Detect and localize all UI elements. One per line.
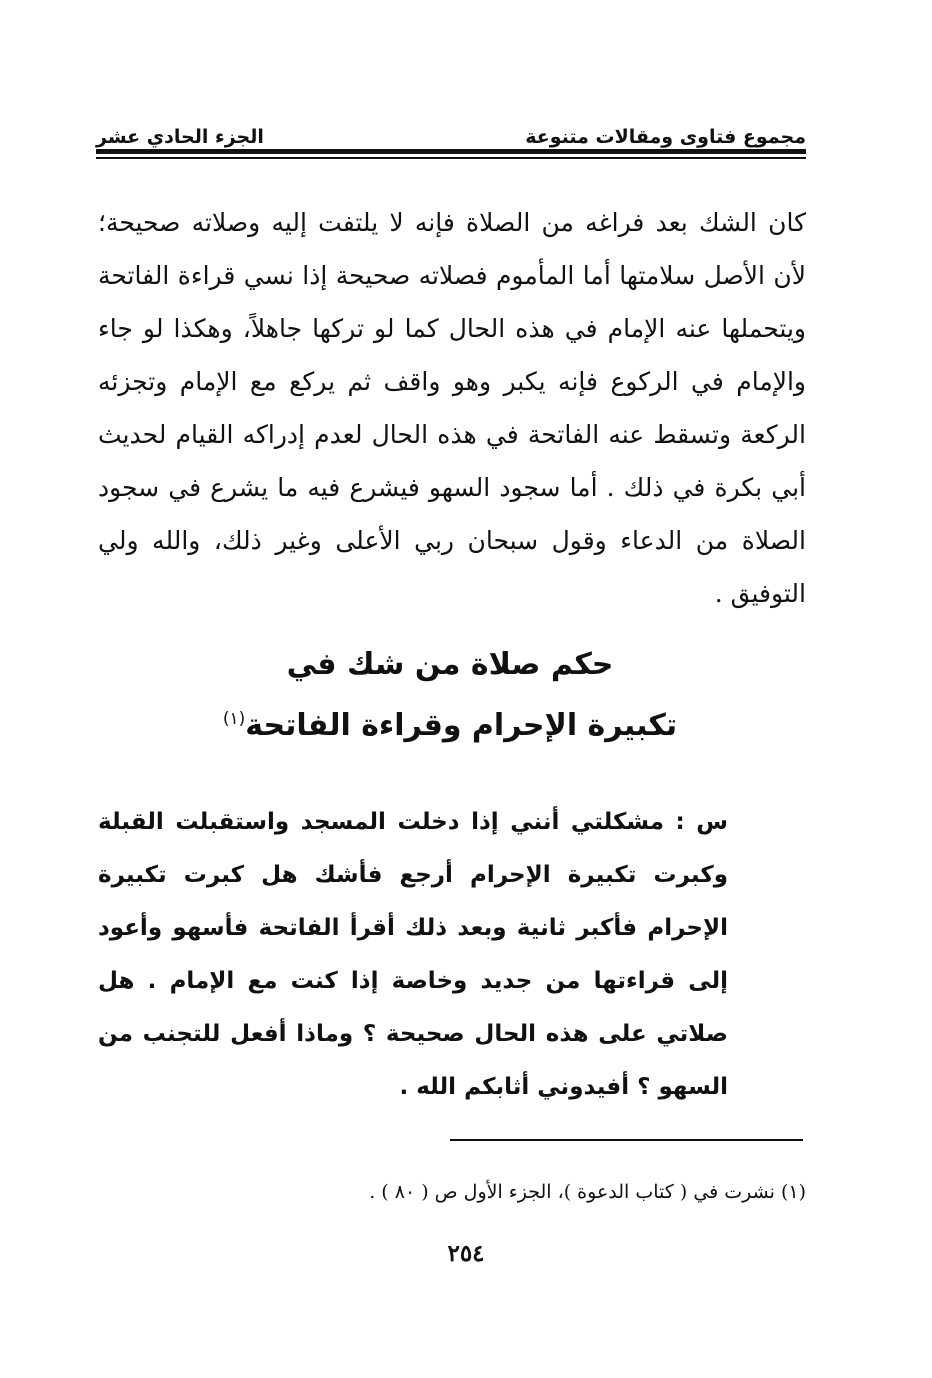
page-number: ٢٥٤: [447, 1240, 485, 1267]
footnote-marker: (١): [222, 709, 246, 729]
header-rule-thin: [96, 157, 806, 159]
volume-label: الجزء الحادي عشر: [96, 126, 264, 148]
section-heading-line-2-text: تكبيرة الإحرام وقراءة الفاتحة: [245, 708, 678, 743]
running-header: [96, 112, 806, 148]
footnote-divider: [450, 1139, 803, 1141]
body-paragraph: كان الشك بعد فراغه من الصلاة فإنه لا يلتفت إليه وصلاته صحيحة؛ لأن الأصل سلامتها أما المأموم فصلاته صحيحة إذا نسي قراءة الفاتحة ويتحملها عنه الإمام في هذه الحال كما لو تركها جاهلاً، وهكذا لو جاء والإمام في الركوع فإنه يكبر وهو واقف ثم يركع مع الإمام وتجزئه الركعة وتسقط عنه الفاتحة في هذه الحال لعدم إدراكه القيام لحديث أبي بكرة في ذلك . أما سجود السهو فيشرع فيه ما يشرع في سجود الصلاة من الدعاء وقول سبحان ربي الأعلى وغير ذلك، والله ولي التوفيق .: [98, 208, 806, 608]
section-heading-line-2: [120, 692, 780, 753]
footnote-text: نشرت في ( كتاب الدعوة )، الجزء الأول ص ( ٨٠ ) .: [369, 1181, 775, 1203]
header-rule-thick: [96, 149, 806, 154]
footnote: [230, 1176, 806, 1208]
section-heading-line-1: حكم صلاة من شك في: [286, 647, 614, 682]
footnote-number: (١): [780, 1181, 806, 1203]
question-paragraph: س : مشكلتي أنني إذا دخلت المسجد واستقبلت القبلة وكبرت تكبيرة الإحرام أرجع فأشك هل كبرت تكبيرة الإحرام فأكبر ثانية وبعد ذلك أقرأ الفاتحة فأسهو وأعود إلى قراءتها من جديد وخاصة إذا كنت مع الإمام . هل صلاتي على هذه الحال صحيحة ؟ وماذا أفعل للتجنب من السهو ؟ أفيدوني أثابكم الله .: [98, 809, 728, 1100]
book-title: مجموع فتاوى ومقالات متنوعة: [525, 126, 806, 148]
section-heading: [120, 638, 780, 753]
